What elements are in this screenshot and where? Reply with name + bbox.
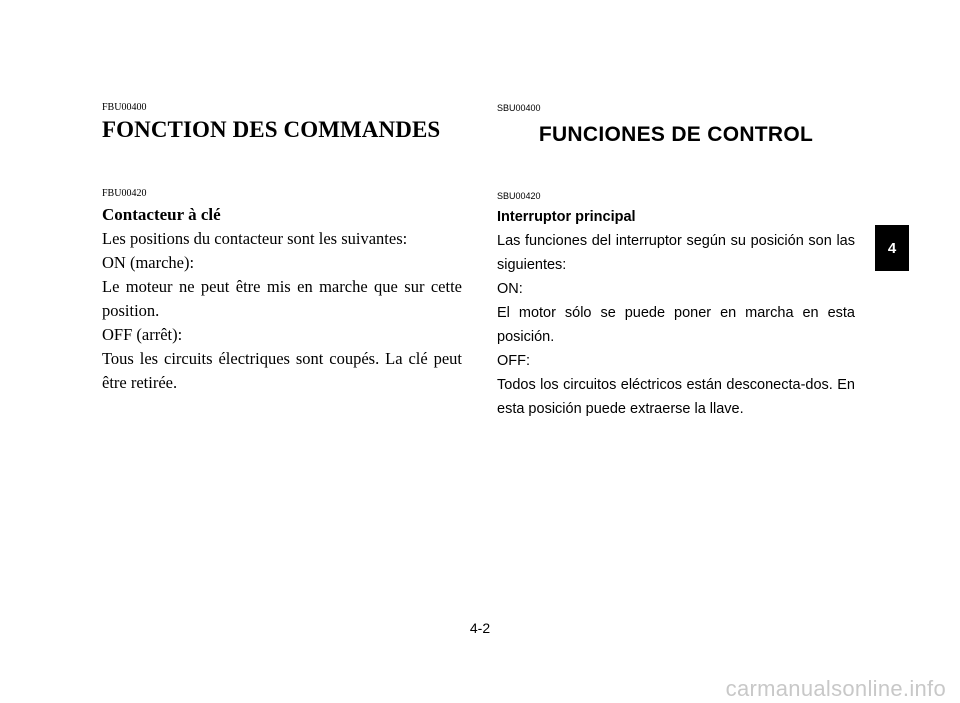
paragraph: El motor sólo se puede poner en marcha en esta posición. (497, 305, 855, 345)
paragraph: OFF: (497, 353, 531, 369)
paragraph: Le moteur ne peut être mis en marche que sur cette position. (102, 277, 462, 320)
french-column (102, 102, 462, 395)
section-title: FONCTION DES COMMANDES (102, 117, 441, 142)
section-code: FBU00420 (102, 188, 147, 199)
paragraph: Todos los circuitos eléctricos están desconecta-dos. En esta posición puede extraerse la llave. (497, 377, 855, 417)
section-code: SBU00420 (497, 191, 541, 201)
title-code: SBU00400 (497, 103, 541, 113)
paragraph: Les positions du contacteur sont les suivantes: (102, 229, 408, 248)
subsection-heading: Interruptor principal (497, 209, 636, 225)
paragraph: Tous les circuits électriques sont coupés. La clé peut être retirée. (102, 349, 462, 392)
paragraph: OFF (arrêt): (102, 325, 183, 344)
title-code: FBU00400 (102, 102, 147, 113)
paragraph: ON: (497, 281, 523, 297)
page-number: 4-2 (469, 620, 491, 636)
chapter-tab: 4 (875, 225, 909, 271)
subsection-heading: Contacteur à clé (102, 205, 221, 224)
paragraph: Las funciones del interruptor según su posición son las siguientes: (497, 233, 855, 273)
watermark: carmanualsonline.info (725, 676, 946, 701)
spanish-column (497, 102, 855, 421)
paragraph: ON (marche): (102, 253, 195, 272)
section-title: FUNCIONES DE CONTROL (538, 123, 814, 146)
